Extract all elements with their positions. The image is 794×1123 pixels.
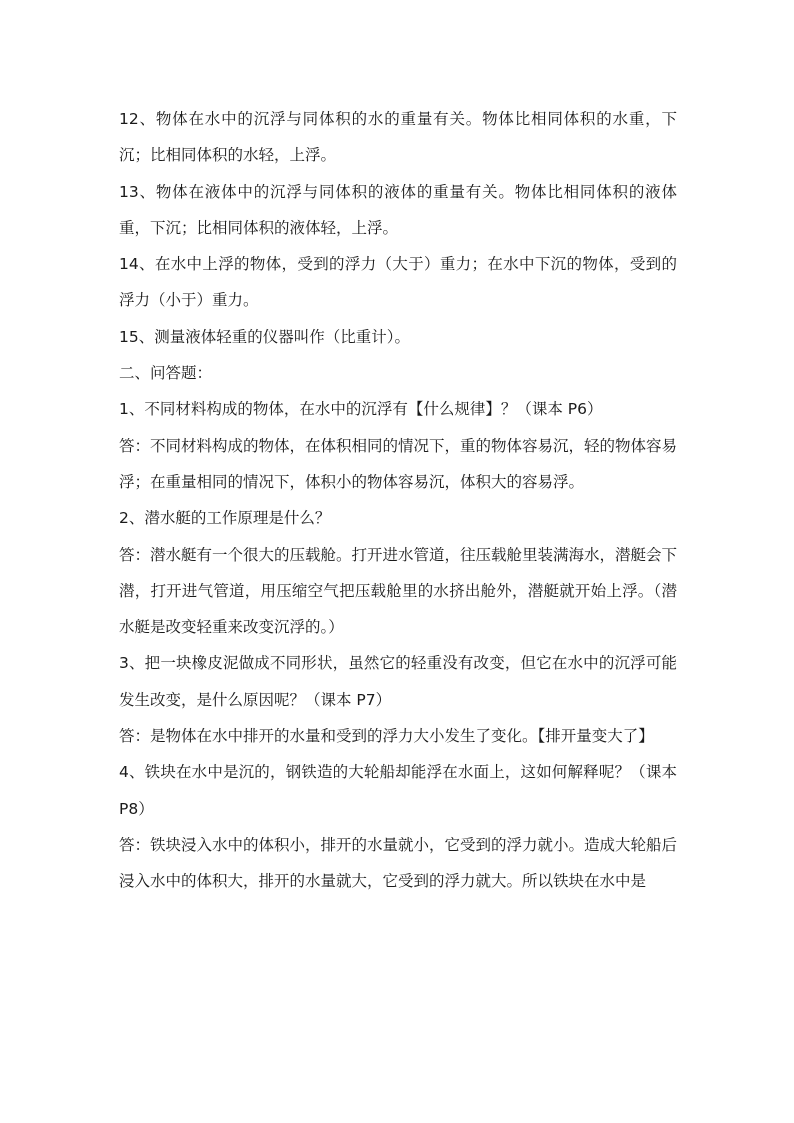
answer-4: 答：铁块浸入水中的体积小，排开的水量就小，它受到的浮力就小。造成大轮船后浸入水中的体积大，排开的水量就大，它受到的浮力就大。所以铁块在水中是 [119, 835, 678, 891]
paragraph-item-13: 13、物体在液体中的沉浮与同体积的液体的重量有关。物体比相同体积的液体重，下沉；比相同体积的液体轻，上浮。 [119, 182, 677, 237]
answer-3: 答：是物体在水中排开的水量和受到的浮力大小发生了变化。【排开量变大了】 [119, 727, 654, 746]
section-heading-qa: 二、问答题： [119, 364, 213, 383]
question-1: 1、不同材料构成的物体，在水中的沉浮有【什么规律】？（课本 P6） [119, 400, 603, 419]
question-2: 2、潜水艇的工作原理是什么？ [119, 509, 331, 528]
question-3: 3、把一块橡皮泥做成不同形状，虽然它的轻重没有改变，但它在水中的沉浮可能发生改变，是什么原因呢？（课本 P7） [119, 654, 677, 709]
answer-1: 答：不同材料构成的物体，在体积相同的情况下，重的物体容易沉，轻的物体容易浮；在重量相同的情况下，体积小的物体容易沉，体积大的容易浮。 [119, 436, 678, 491]
question-4: 4、铁块在水中是沉的，钢铁造的大轮船却能浮在水面上，这如何解释呢？（课本 P8） [119, 763, 677, 818]
paragraph-item-12: 12、物体在水中的沉浮与同体积的水的重量有关。物体比相同体积的水重，下沉；比相同体积的水轻，上浮。 [119, 110, 677, 165]
document-body [119, 101, 677, 900]
answer-2: 答：潜水艇有一个很大的压载舱。打开进水管道，往压载舱里装满海水，潜艇会下潜，打开进气管道，用压缩空气把压载舱里的水挤出舱外，潜艇就开始上浮。（潜水艇是改变轻重来改变沉浮的。） [119, 545, 678, 637]
paragraph-item-14: 14、在水中上浮的物体，受到的浮力（大于）重力；在水中下沉的物体，受到的浮力（小于）重力。 [119, 255, 677, 310]
paragraph-item-15: 15、测量液体轻重的仪器叫作（比重计）。 [119, 327, 410, 346]
